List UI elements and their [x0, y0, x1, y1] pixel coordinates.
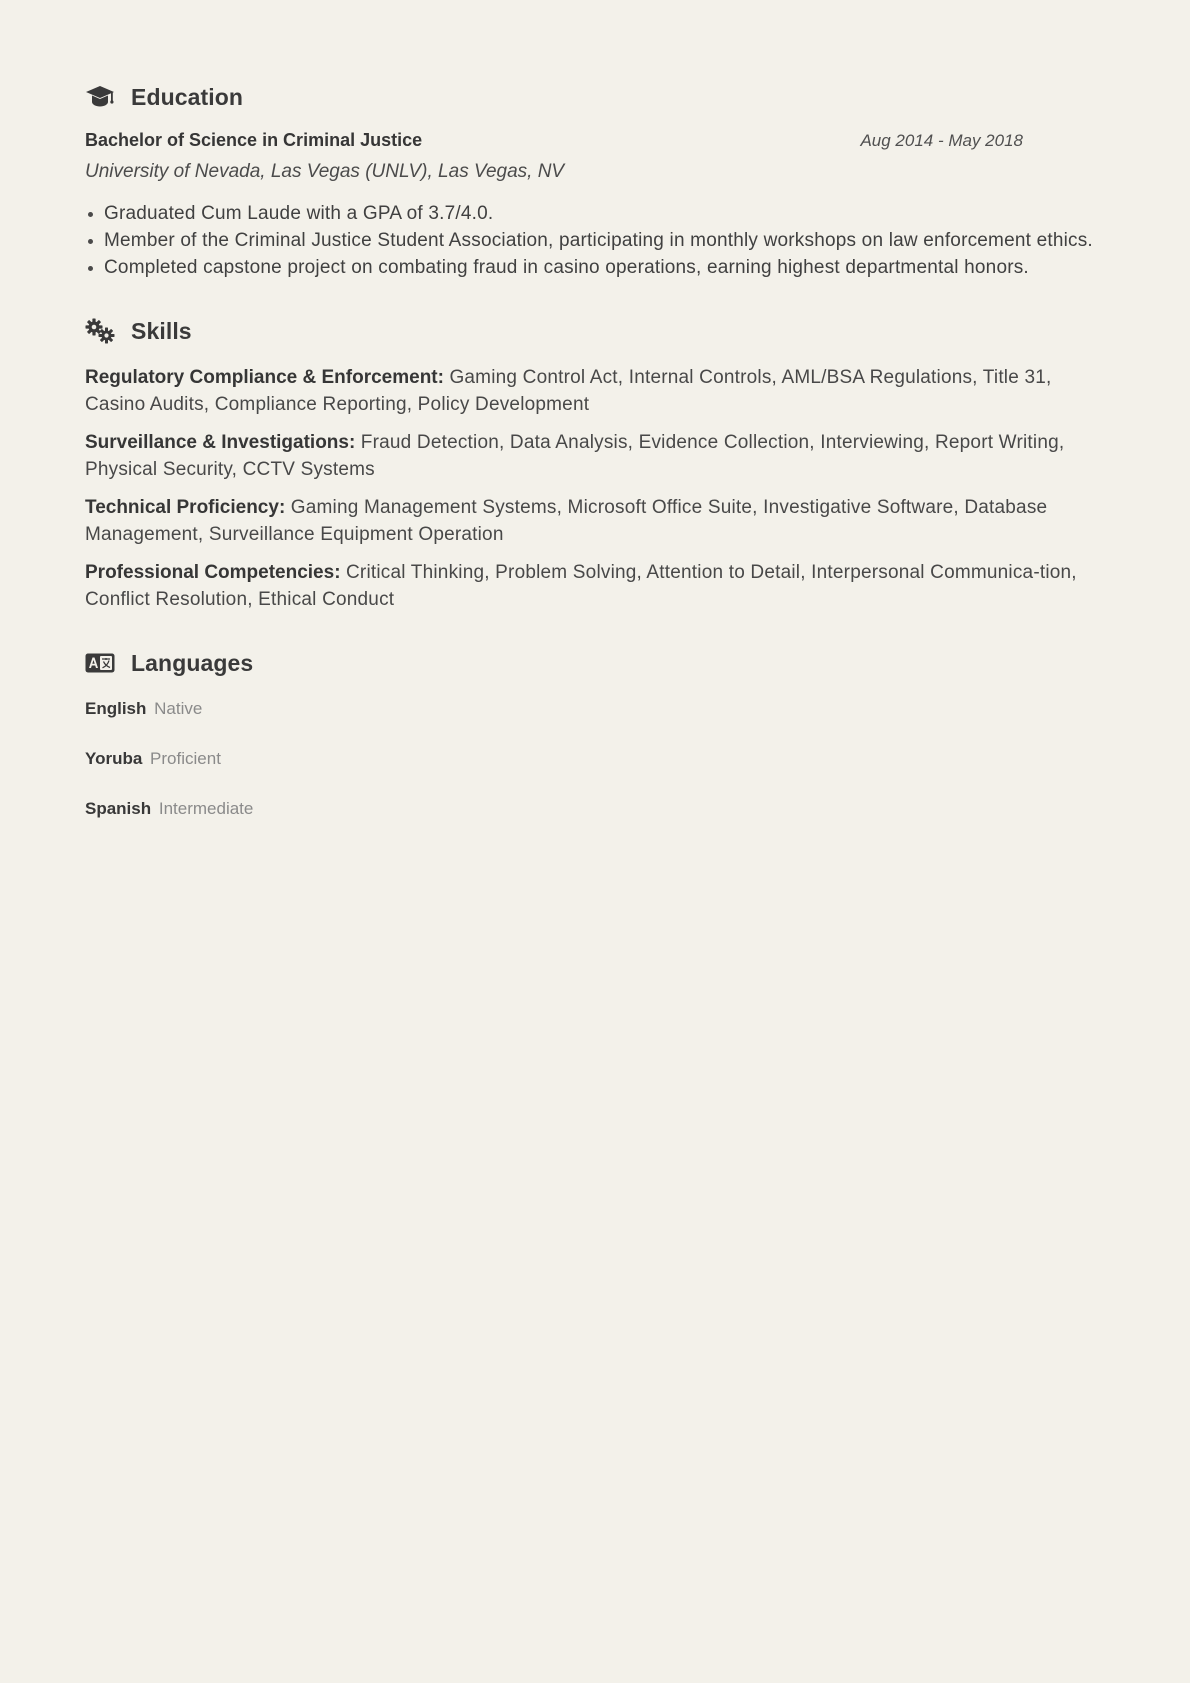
language-item: [85, 697, 1105, 721]
section-title-skills: Skills: [131, 317, 192, 344]
school-name: University of Nevada, Las Vegas (UNLV), Las Vegas, NV: [85, 161, 565, 182]
language-level: Native: [154, 699, 203, 718]
skill-item: [85, 559, 1105, 613]
skills-header: [85, 310, 1105, 352]
language-name: Spanish: [85, 799, 152, 818]
skill-value: Fraud Detection, Data Analysis, Evidence Collection, Interviewing, Report Writing, Physical Security, CCTV Systems: [85, 432, 1065, 480]
language-level: Proficient: [150, 749, 221, 768]
education-dates: Aug 2014 - May 2018: [860, 131, 1023, 150]
education-bullets: [85, 200, 1105, 281]
languages-section: [85, 642, 1105, 821]
skills-list: [85, 364, 1105, 613]
graduation-cap-icon: [85, 82, 115, 112]
skill-label: Technical Proficiency:: [85, 497, 286, 518]
skills-section: [85, 310, 1105, 613]
skill-item: [85, 364, 1105, 418]
language-icon: [85, 648, 115, 678]
skill-label: Professional Competencies:: [85, 562, 341, 583]
skill-item: [85, 494, 1105, 548]
education-header: [85, 76, 1105, 118]
language-item: [85, 797, 1105, 821]
language-name: English: [85, 699, 147, 718]
languages-header: [85, 642, 1105, 684]
skill-value: Gaming Control Act, Internal Controls, AML/BSA Regulations, Title 31, Casino Audits, Compliance Reporting, Policy Development: [85, 367, 1052, 415]
skill-label: Regulatory Compliance & Enforcement:: [85, 367, 444, 388]
skill-label: Surveillance & Investigations:: [85, 432, 356, 453]
resume-page: [85, 76, 1105, 847]
skill-item: [85, 429, 1105, 483]
languages-list: [85, 697, 1105, 821]
section-title-education: Education: [131, 83, 244, 110]
skill-value: Gaming Management Systems, Microsoft Office Suite, Investigative Software, Database Management, Surveillance Equipment Operation: [85, 497, 1048, 545]
list-item: Completed capstone project on combating fraud in casino operations, earning highest departmental honors.: [85, 254, 1105, 281]
language-level: Intermediate: [158, 799, 254, 818]
list-item: Graduated Cum Laude with a GPA of 3.7/4.0.: [85, 200, 1105, 227]
section-title-languages: Languages: [131, 649, 254, 676]
skill-value: Critical Thinking, Problem Solving, Attention to Detail, Interpersonal Communica-tion, Conflict Resolution, Ethical Conduct: [85, 562, 1077, 610]
degree-title: Bachelor of Science in Criminal Justice: [85, 130, 423, 150]
education-entry: [85, 130, 1105, 281]
education-section: [85, 76, 1105, 281]
language-name: Yoruba: [85, 749, 143, 768]
language-item: [85, 747, 1105, 771]
gears-icon: [85, 316, 115, 346]
list-item: Member of the Criminal Justice Student Association, participating in monthly workshops on law enforcement ethics.: [85, 227, 1105, 254]
